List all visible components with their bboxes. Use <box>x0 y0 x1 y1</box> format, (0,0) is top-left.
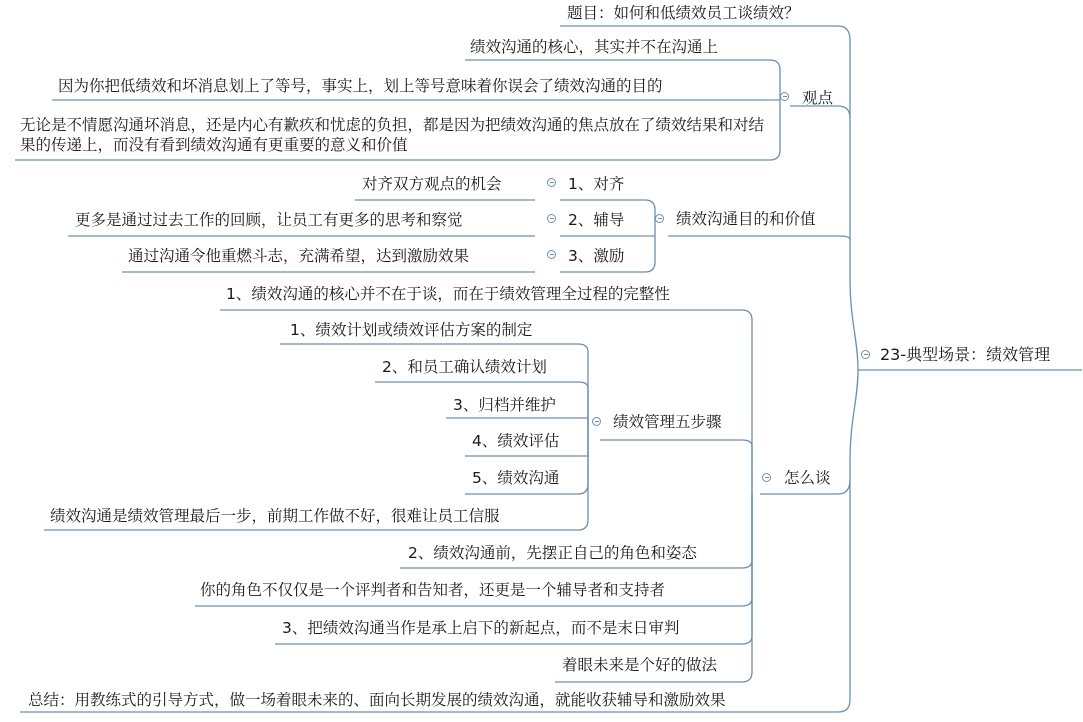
steps-note[interactable]: 绩效沟通是绩效管理最后一步，前期工作做不好，很难让员工信服 <box>50 507 500 525</box>
branch-viewpoint[interactable]: 观点 <box>802 89 834 107</box>
viewpoint-item-1[interactable]: 绩效沟通的核心，其实并不在沟通上 <box>470 38 719 56</box>
purpose-coach[interactable]: 2、辅导 <box>568 211 625 229</box>
collapse-icon[interactable] <box>762 473 771 482</box>
collapse-icon[interactable] <box>547 214 556 223</box>
step-1[interactable]: 1、绩效计划或绩效评估方案的制定 <box>290 321 533 339</box>
how-point-3[interactable]: 3、把绩效沟通当作是承上启下的新起点，而不是末日审判 <box>282 619 680 637</box>
how-point-2[interactable]: 2、绩效沟通前，先摆正自己的角色和姿态 <box>408 544 697 562</box>
collapse-icon[interactable] <box>655 214 664 223</box>
how-point-3-note[interactable]: 着眼未来是个好的做法 <box>562 656 718 674</box>
step-2[interactable]: 2、和员工确认绩效计划 <box>382 358 547 376</box>
viewpoint-item-2[interactable]: 因为你把低绩效和坏消息划上了等号，事实上，划上等号意味着你误会了绩效沟通的目的 <box>58 77 663 95</box>
purpose-coach-detail[interactable]: 更多是通过过去工作的回顾，让员工有更多的思考和察觉 <box>75 211 463 229</box>
purpose-align-detail[interactable]: 对齐双方观点的机会 <box>362 175 502 193</box>
collapse-icon[interactable] <box>780 92 789 101</box>
step-3[interactable]: 3、归档并维护 <box>453 396 556 414</box>
purpose-motivate[interactable]: 3、激励 <box>568 247 625 265</box>
collapse-icon[interactable] <box>547 250 556 259</box>
how-point-2-note[interactable]: 你的角色不仅仅是一个评判者和告知者，还更是一个辅导者和支持者 <box>200 581 666 599</box>
purpose-align[interactable]: 1、对齐 <box>568 175 625 193</box>
steps-node[interactable]: 绩效管理五步骤 <box>613 413 722 431</box>
root-node[interactable]: 23-典型场景：绩效管理 <box>880 345 1051 364</box>
title-node[interactable]: 题目：如何和低绩效员工谈绩效？ <box>567 4 800 22</box>
how-point-1[interactable]: 1、绩效沟通的核心并不在于谈，而在于绩效管理全过程的完整性 <box>226 285 670 303</box>
collapse-icon[interactable] <box>592 417 601 426</box>
step-5[interactable]: 5、绩效沟通 <box>472 469 560 487</box>
purpose-motivate-detail[interactable]: 通过沟通令他重燃斗志，充满希望，达到激励效果 <box>128 247 470 265</box>
branch-purpose[interactable]: 绩效沟通目的和价值 <box>676 210 816 228</box>
step-4[interactable]: 4、绩效评估 <box>472 432 560 450</box>
viewpoint-item-3[interactable]: 无论是不情愿沟通坏消息，还是内心有歉疚和忧虑的负担，都是因为把绩效沟通的焦点放在了绩效结果和对结果的传递上，而没有看到绩效沟通有更重要的意义和价值 <box>20 116 765 154</box>
summary-node[interactable]: 总结：用教练式的引导方式，做一场着眼未来的、面向长期发展的绩效沟通，就能收获辅导和激励效果 <box>28 691 726 709</box>
collapse-icon[interactable] <box>861 350 870 359</box>
collapse-icon[interactable] <box>547 178 556 187</box>
branch-how[interactable]: 怎么谈 <box>784 469 831 487</box>
